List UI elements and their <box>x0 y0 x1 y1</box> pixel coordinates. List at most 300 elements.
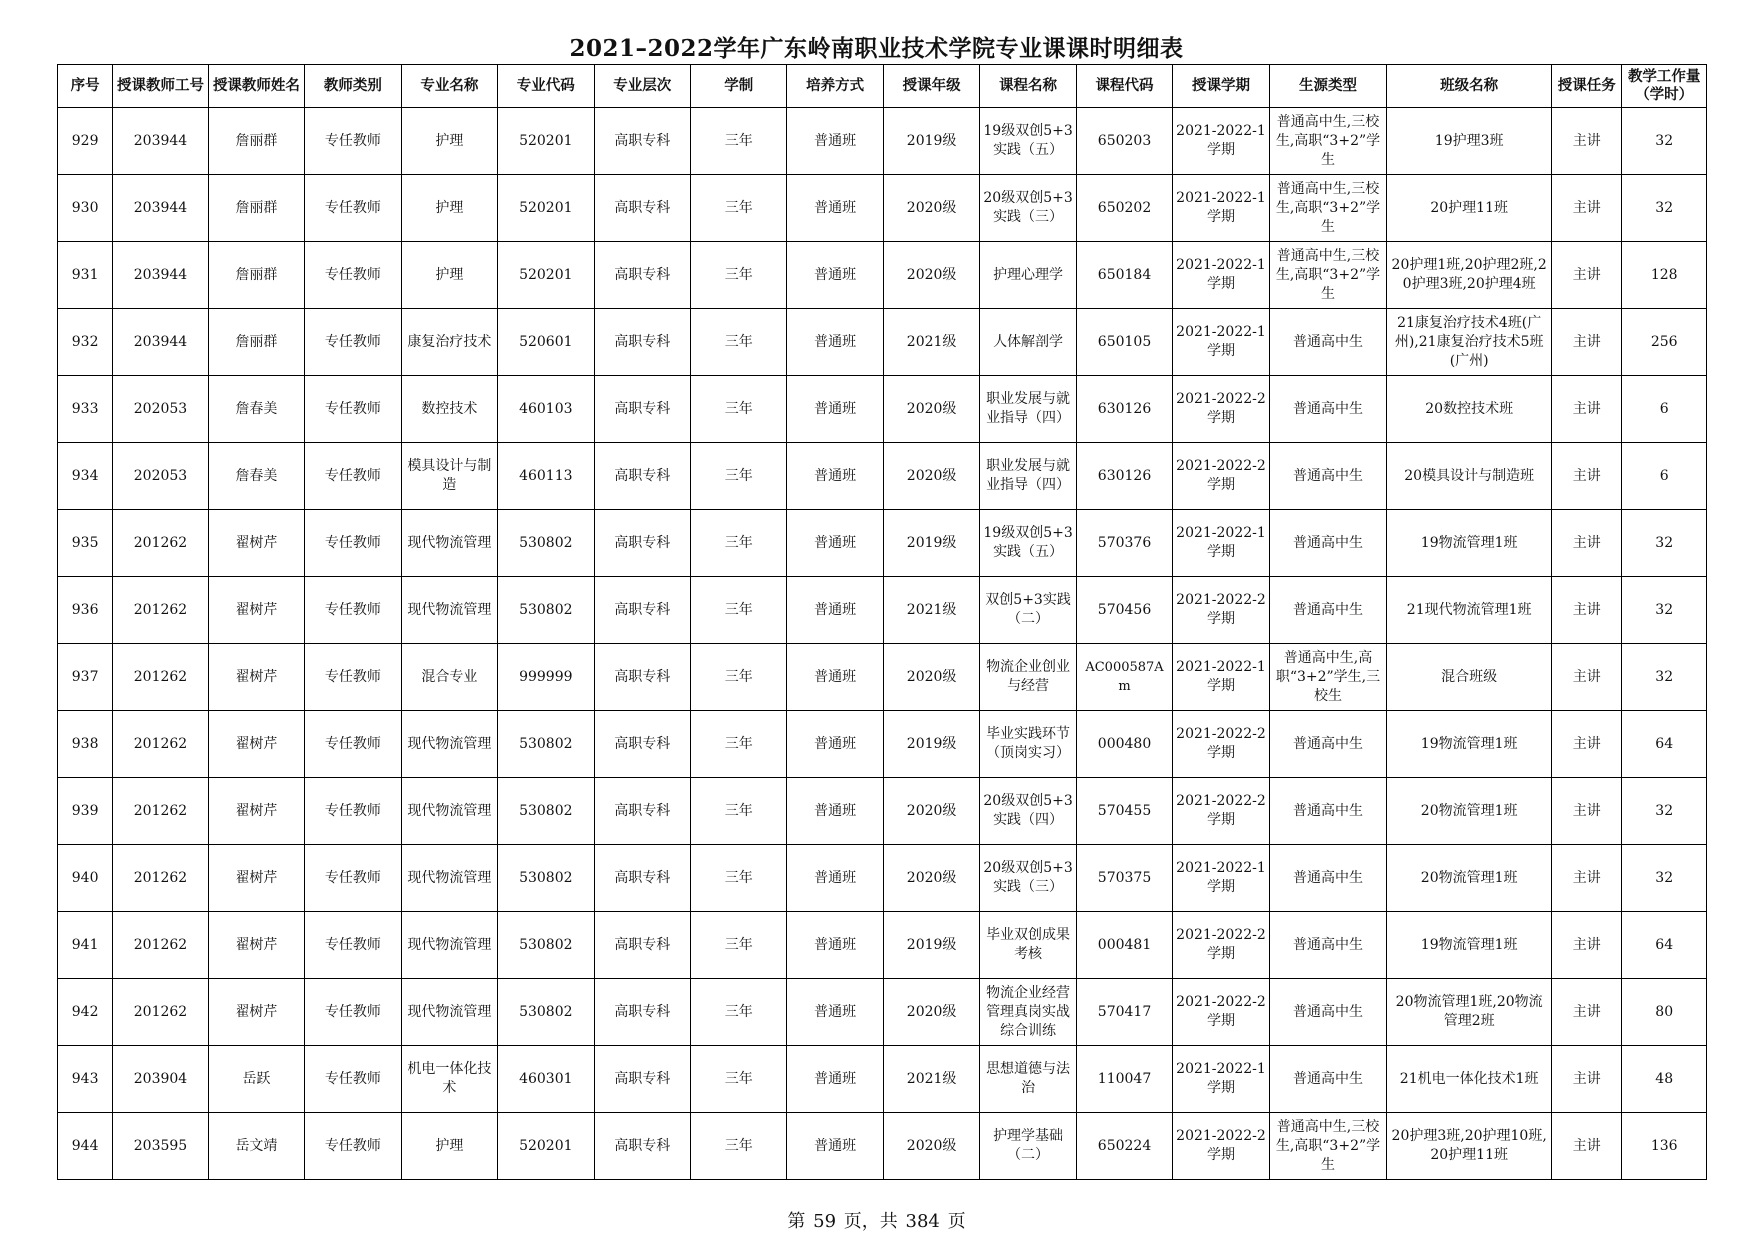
cell-text: 专任教师 <box>324 467 381 484</box>
col-duration-cell <box>690 108 786 175</box>
col-grade-cell <box>883 644 979 711</box>
cell-text: 930 <box>71 199 99 216</box>
cell-text: 530802 <box>519 802 573 819</box>
cell-text: 20数控技术班 <box>1425 400 1514 417</box>
cell-text: 普通班 <box>814 936 857 953</box>
col-course-name-cell <box>980 242 1076 309</box>
cell-text: 专任教师 <box>324 668 381 685</box>
col-term-cell <box>1173 175 1269 242</box>
col-course-name-cell <box>980 577 1076 644</box>
cell-text: 203944 <box>133 266 188 283</box>
col-workload-cell <box>1622 845 1707 912</box>
cell-text: 530802 <box>519 869 573 886</box>
cell-text: 护理学基础（二） <box>993 1128 1064 1163</box>
col-teacher-id-cell <box>113 644 208 711</box>
col-seq-cell <box>58 1046 113 1113</box>
col-student-source-cell <box>1269 510 1387 577</box>
cell-text: 三年 <box>724 199 753 216</box>
cell-text: 32 <box>1655 534 1674 551</box>
col-major-code-header: 专业代码 <box>498 65 594 108</box>
cell-text: 2021-2022-2学期 <box>1176 927 1266 962</box>
cell-text: 模具设计与制造 <box>407 458 492 493</box>
col-course-code-cell <box>1076 644 1172 711</box>
cell-text: 520201 <box>519 266 573 283</box>
cell-text: 普通高中生,三校生,高职“3+2”学生 <box>1275 180 1381 235</box>
cell-text: 19物流管理1班 <box>1420 735 1518 752</box>
col-teacher-name-cell <box>208 912 304 979</box>
cell-text: 2020级 <box>906 802 957 819</box>
cell-text: 普通班 <box>814 869 857 886</box>
cell-text: 高职专科 <box>614 936 671 953</box>
col-duration-cell <box>690 443 786 510</box>
header-row <box>58 65 1707 108</box>
table-row <box>58 510 1707 577</box>
cell-text: 毕业实践环节（顶岗实习） <box>986 726 1071 761</box>
cell-text: 普通班 <box>814 1137 857 1154</box>
cell-text: 20级双创5+3实践（三） <box>983 860 1073 895</box>
cell-text: 530802 <box>519 1003 573 1020</box>
col-duration-cell <box>690 510 786 577</box>
col-teacher-id-cell <box>113 1046 208 1113</box>
col-class-name-cell <box>1387 510 1552 577</box>
cell-text: 普通班 <box>814 534 857 551</box>
cell-text: 主讲 <box>1572 869 1601 886</box>
col-course-code-cell <box>1076 778 1172 845</box>
cell-text: 康复治疗技术 <box>407 333 492 350</box>
col-teacher-name-cell <box>208 510 304 577</box>
col-student-source-cell <box>1269 979 1387 1046</box>
col-course-name-cell <box>980 912 1076 979</box>
table-row <box>58 309 1707 376</box>
col-teacher-name-cell <box>208 175 304 242</box>
col-course-code-cell <box>1076 443 1172 510</box>
col-course-code-cell <box>1076 175 1172 242</box>
table-row <box>58 443 1707 510</box>
col-teacher-category-cell <box>305 845 401 912</box>
col-seq-cell <box>58 644 113 711</box>
col-workload-cell <box>1622 443 1707 510</box>
cell-text: 19物流管理1班 <box>1420 534 1518 551</box>
cell-text: 三年 <box>724 1137 753 1154</box>
cell-text: 256 <box>1650 333 1678 350</box>
cell-text: 20级双创5+3实践（三） <box>983 190 1073 225</box>
col-course-name-cell <box>980 711 1076 778</box>
col-course-code-cell <box>1076 1046 1172 1113</box>
col-grade-cell <box>883 912 979 979</box>
col-level-cell <box>594 443 690 510</box>
col-course-name-cell <box>980 108 1076 175</box>
cell-text: 专任教师 <box>324 936 381 953</box>
col-term-cell <box>1173 979 1269 1046</box>
col-teacher-id-cell <box>113 443 208 510</box>
cell-text: 202053 <box>133 400 188 417</box>
col-teacher-id-cell <box>113 979 208 1046</box>
col-seq-cell <box>58 912 113 979</box>
cell-text: 主讲 <box>1572 802 1601 819</box>
cell-text: 三年 <box>724 1003 753 1020</box>
cell-text: 三年 <box>724 266 753 283</box>
cell-text: 普通高中生 <box>1292 869 1363 886</box>
cell-text: 2021-2022-1学期 <box>1176 324 1266 359</box>
cell-text: 主讲 <box>1572 199 1601 216</box>
col-level-cell <box>594 644 690 711</box>
col-workload-cell <box>1622 175 1707 242</box>
cell-text: 2021-2022-2学期 <box>1176 391 1266 426</box>
col-teacher-category-cell <box>305 309 401 376</box>
col-level-cell <box>594 711 690 778</box>
cell-text: 2020级 <box>906 199 957 216</box>
col-student-source-cell <box>1269 778 1387 845</box>
col-teacher-id-cell <box>113 309 208 376</box>
cell-text: 530802 <box>519 735 573 752</box>
cell-text: 高职专科 <box>614 199 671 216</box>
cell-text: 混合班级 <box>1441 668 1498 685</box>
cell-text: 主讲 <box>1572 735 1601 752</box>
cell-text: 932 <box>71 333 99 350</box>
cell-text: 普通高中生 <box>1292 1003 1363 1020</box>
col-grade-cell <box>883 175 979 242</box>
cell-text: 普通班 <box>814 601 857 618</box>
cell-text: 20物流管理1班 <box>1420 869 1518 886</box>
cell-text: 530802 <box>519 601 573 618</box>
cell-text: 普通班 <box>814 802 857 819</box>
col-teacher-id-header: 授课教师工号 <box>113 65 208 108</box>
col-task-cell <box>1552 577 1622 644</box>
col-course-code-cell <box>1076 510 1172 577</box>
col-teacher-id-cell <box>113 510 208 577</box>
col-teacher-category-cell <box>305 1046 401 1113</box>
col-term-header: 授课学期 <box>1173 65 1269 108</box>
col-duration-cell <box>690 577 786 644</box>
col-term-cell <box>1173 845 1269 912</box>
col-level-cell <box>594 1113 690 1180</box>
col-class-name-cell <box>1387 443 1552 510</box>
cell-text: 530802 <box>519 936 573 953</box>
col-grade-cell <box>883 577 979 644</box>
cell-text: 普通高中生 <box>1292 802 1363 819</box>
cell-text: 普通高中生 <box>1292 936 1363 953</box>
col-task-header: 授课任务 <box>1552 65 1622 108</box>
col-teacher-name-cell <box>208 979 304 1046</box>
cell-text: 938 <box>71 735 99 752</box>
cell-text: 2021级 <box>906 601 957 618</box>
col-level-cell <box>594 778 690 845</box>
cell-text: 2021-2022-1学期 <box>1176 659 1266 694</box>
cell-text: 普通高中生 <box>1292 1070 1363 1087</box>
cell-text: 高职专科 <box>614 1070 671 1087</box>
col-workload-cell <box>1622 376 1707 443</box>
cell-text: 940 <box>71 869 99 886</box>
cell-text: 主讲 <box>1572 601 1601 618</box>
cell-text: 530802 <box>519 534 573 551</box>
cell-text: 主讲 <box>1572 333 1601 350</box>
cell-text: 2021-2022-1学期 <box>1176 525 1266 560</box>
col-term-cell <box>1173 510 1269 577</box>
cell-text: 48 <box>1655 1070 1674 1087</box>
cell-text: 520201 <box>519 199 573 216</box>
cell-text: 20护理1班,20护理2班,20护理3班,20护理4班 <box>1391 257 1547 292</box>
col-grade-cell <box>883 309 979 376</box>
col-major-name-cell <box>401 242 497 309</box>
cell-text: 高职专科 <box>614 333 671 350</box>
col-duration-cell <box>690 912 786 979</box>
cell-text: 普通班 <box>814 400 857 417</box>
cell-text: 2020级 <box>906 869 957 886</box>
col-course-name-cell <box>980 845 1076 912</box>
cell-text: 普通班 <box>814 735 857 752</box>
col-grade-cell <box>883 1113 979 1180</box>
cell-text: 高职专科 <box>614 266 671 283</box>
col-teacher-category-cell <box>305 979 401 1046</box>
cell-text: 三年 <box>724 601 753 618</box>
table-row <box>58 1046 1707 1113</box>
col-teacher-category-cell <box>305 577 401 644</box>
cell-text: 主讲 <box>1572 467 1601 484</box>
col-workload-cell <box>1622 242 1707 309</box>
col-student-source-cell <box>1269 1113 1387 1180</box>
col-grade-header: 授课年级 <box>883 65 979 108</box>
cell-text: 2021级 <box>906 333 957 350</box>
col-training-mode-cell <box>787 510 883 577</box>
cell-text: 三年 <box>724 1070 753 1087</box>
cell-text: 专任教师 <box>324 1137 381 1154</box>
cell-text: 32 <box>1655 601 1674 618</box>
cell-text: 2021-2022-2学期 <box>1176 793 1266 828</box>
cell-text: 2020级 <box>906 1003 957 1020</box>
col-workload-cell <box>1622 1046 1707 1113</box>
col-seq-cell <box>58 175 113 242</box>
cell-text: 201262 <box>133 668 188 685</box>
cell-text: 20物流管理1班 <box>1420 802 1518 819</box>
col-grade-cell <box>883 778 979 845</box>
col-class-name-cell <box>1387 108 1552 175</box>
cell-text: 现代物流管理 <box>407 936 492 953</box>
col-course-code-cell <box>1076 376 1172 443</box>
cell-text: 128 <box>1650 266 1678 283</box>
cell-text: 2021-2022-1学期 <box>1176 860 1266 895</box>
cell-text: 32 <box>1655 132 1674 149</box>
col-training-mode-cell <box>787 108 883 175</box>
col-teacher-category-cell <box>305 443 401 510</box>
col-duration-header: 学制 <box>690 65 786 108</box>
col-student-source-cell <box>1269 443 1387 510</box>
cell-text: 64 <box>1655 735 1674 752</box>
col-term-cell <box>1173 1046 1269 1113</box>
cell-text: 岳跃 <box>242 1070 271 1087</box>
col-major-name-cell <box>401 175 497 242</box>
col-training-mode-cell <box>787 1046 883 1113</box>
cell-text: 詹春美 <box>235 467 278 484</box>
cell-text: 2020级 <box>906 668 957 685</box>
cell-text: 2021-2022-1学期 <box>1176 123 1266 158</box>
col-workload-cell <box>1622 778 1707 845</box>
col-student-source-cell <box>1269 577 1387 644</box>
cell-text: 主讲 <box>1572 1137 1601 1154</box>
cell-text: 2020级 <box>906 400 957 417</box>
cell-text: 2021-2022-2学期 <box>1176 726 1266 761</box>
col-workload-cell <box>1622 912 1707 979</box>
cell-text: 520201 <box>519 1137 573 1154</box>
cell-text: 929 <box>71 132 99 149</box>
col-student-source-cell <box>1269 376 1387 443</box>
col-major-code-cell <box>498 510 594 577</box>
col-major-name-cell <box>401 108 497 175</box>
col-student-source-cell <box>1269 845 1387 912</box>
col-teacher-category-cell <box>305 108 401 175</box>
cell-text: 000480 <box>1097 735 1152 752</box>
col-level-cell <box>594 175 690 242</box>
cell-text: 翟树芹 <box>235 1003 278 1020</box>
col-class-name-cell <box>1387 644 1552 711</box>
col-level-cell <box>594 912 690 979</box>
col-student-source-cell <box>1269 242 1387 309</box>
col-class-name-cell <box>1387 1113 1552 1180</box>
cell-text: 普通高中生,高职“3+2”学生,三校生 <box>1275 649 1381 704</box>
cell-text: 詹丽群 <box>235 199 278 216</box>
cell-text: 三年 <box>724 333 753 350</box>
col-teacher-id-cell <box>113 108 208 175</box>
cell-text: 203944 <box>133 132 188 149</box>
col-major-name-cell <box>401 1046 497 1113</box>
cell-text: 专任教师 <box>324 601 381 618</box>
cell-text: 201262 <box>133 534 188 551</box>
cell-text: 护理心理学 <box>993 266 1064 283</box>
col-major-name-cell <box>401 443 497 510</box>
col-duration-cell <box>690 1113 786 1180</box>
cell-text: 护理 <box>435 199 464 216</box>
col-teacher-name-cell <box>208 1113 304 1180</box>
table-row <box>58 644 1707 711</box>
cell-text: 普通高中生 <box>1292 534 1363 551</box>
cell-text: 专任教师 <box>324 869 381 886</box>
cell-text: 普通高中生 <box>1292 735 1363 752</box>
cell-text: 203904 <box>133 1070 188 1087</box>
col-workload-cell <box>1622 108 1707 175</box>
cell-text: 翟树芹 <box>235 668 278 685</box>
cell-text: 32 <box>1655 802 1674 819</box>
cell-text: 80 <box>1655 1003 1674 1020</box>
cell-text: 20级双创5+3实践（四） <box>983 793 1073 828</box>
table-body <box>58 108 1707 1180</box>
cell-text: 物流企业创业与经营 <box>986 659 1071 694</box>
col-task-cell <box>1552 510 1622 577</box>
cell-text: 2021-2022-2学期 <box>1176 592 1266 627</box>
col-teacher-category-cell <box>305 711 401 778</box>
col-level-cell <box>594 108 690 175</box>
cell-text: 942 <box>71 1003 99 1020</box>
col-course-code-cell <box>1076 309 1172 376</box>
col-training-mode-cell <box>787 1113 883 1180</box>
col-seq-cell <box>58 577 113 644</box>
col-teacher-id-cell <box>113 1113 208 1180</box>
cell-text: 650224 <box>1097 1137 1152 1154</box>
cell-text: AC000587Am <box>1085 660 1164 694</box>
col-course-name-cell <box>980 1113 1076 1180</box>
cell-text: 普通班 <box>814 1070 857 1087</box>
cell-text: 630126 <box>1097 467 1152 484</box>
cell-text: 主讲 <box>1572 668 1601 685</box>
cell-text: 2021-2022-1学期 <box>1176 257 1266 292</box>
col-teacher-id-cell <box>113 175 208 242</box>
col-term-cell <box>1173 309 1269 376</box>
cell-text: 主讲 <box>1572 1003 1601 1020</box>
cell-text: 数控技术 <box>421 400 478 417</box>
cell-text: 520201 <box>519 132 573 149</box>
cell-text: 933 <box>71 400 99 417</box>
cell-text: 939 <box>71 802 99 819</box>
cell-text: 20模具设计与制造班 <box>1404 467 1535 484</box>
col-teacher-category-cell <box>305 778 401 845</box>
col-task-cell <box>1552 242 1622 309</box>
cell-text: 19级双创5+3实践（五） <box>983 525 1073 560</box>
col-course-code-header: 课程代码 <box>1076 65 1172 108</box>
cell-text: 201262 <box>133 869 188 886</box>
cell-text: 翟树芹 <box>235 601 278 618</box>
col-major-name-cell <box>401 309 497 376</box>
cell-text: 普通高中生 <box>1292 400 1363 417</box>
cell-text: 三年 <box>724 735 753 752</box>
cell-text: 双创5+3实践（二） <box>985 592 1071 627</box>
col-student-source-cell <box>1269 644 1387 711</box>
col-course-name-cell <box>980 175 1076 242</box>
cell-text: 136 <box>1650 1137 1678 1154</box>
col-major-code-cell <box>498 175 594 242</box>
col-teacher-name-cell <box>208 577 304 644</box>
col-level-cell <box>594 510 690 577</box>
cell-text: 110047 <box>1097 1070 1152 1087</box>
col-training-mode-cell <box>787 175 883 242</box>
table-row <box>58 912 1707 979</box>
col-major-code-cell <box>498 979 594 1046</box>
cell-text: 专任教师 <box>324 1070 381 1087</box>
col-grade-cell <box>883 845 979 912</box>
col-task-cell <box>1552 1046 1622 1113</box>
col-workload-cell <box>1622 309 1707 376</box>
col-teacher-name-cell <box>208 711 304 778</box>
col-teacher-category-cell <box>305 912 401 979</box>
col-teacher-name-cell <box>208 309 304 376</box>
cell-text: 2019级 <box>906 132 957 149</box>
col-major-name-header: 专业名称 <box>401 65 497 108</box>
cell-text: 职业发展与就业指导（四） <box>986 391 1071 426</box>
col-level-cell <box>594 309 690 376</box>
cell-text: 混合专业 <box>421 668 478 685</box>
col-course-name-cell <box>980 979 1076 1046</box>
cell-text: 翟树芹 <box>235 869 278 886</box>
col-class-name-cell <box>1387 376 1552 443</box>
cell-text: 64 <box>1655 936 1674 953</box>
cell-text: 20护理3班,20护理10班,20护理11班 <box>1391 1128 1547 1163</box>
col-level-cell <box>594 979 690 1046</box>
col-teacher-name-cell <box>208 845 304 912</box>
cell-text: 高职专科 <box>614 534 671 551</box>
col-major-code-cell <box>498 108 594 175</box>
cell-text: 翟树芹 <box>235 735 278 752</box>
col-major-code-cell <box>498 1113 594 1180</box>
table-row <box>58 108 1707 175</box>
col-teacher-name-cell <box>208 242 304 309</box>
cell-text: 2021-2022-1学期 <box>1176 1061 1266 1096</box>
cell-text: 主讲 <box>1572 936 1601 953</box>
cell-text: 2021-2022-2学期 <box>1176 1128 1266 1163</box>
col-course-code-cell <box>1076 108 1172 175</box>
cell-text: 毕业双创成果考核 <box>986 927 1071 962</box>
cell-text: 000481 <box>1097 936 1152 953</box>
col-duration-cell <box>690 175 786 242</box>
cell-text: 詹春美 <box>235 400 278 417</box>
col-training-mode-cell <box>787 376 883 443</box>
cell-text: 三年 <box>724 668 753 685</box>
